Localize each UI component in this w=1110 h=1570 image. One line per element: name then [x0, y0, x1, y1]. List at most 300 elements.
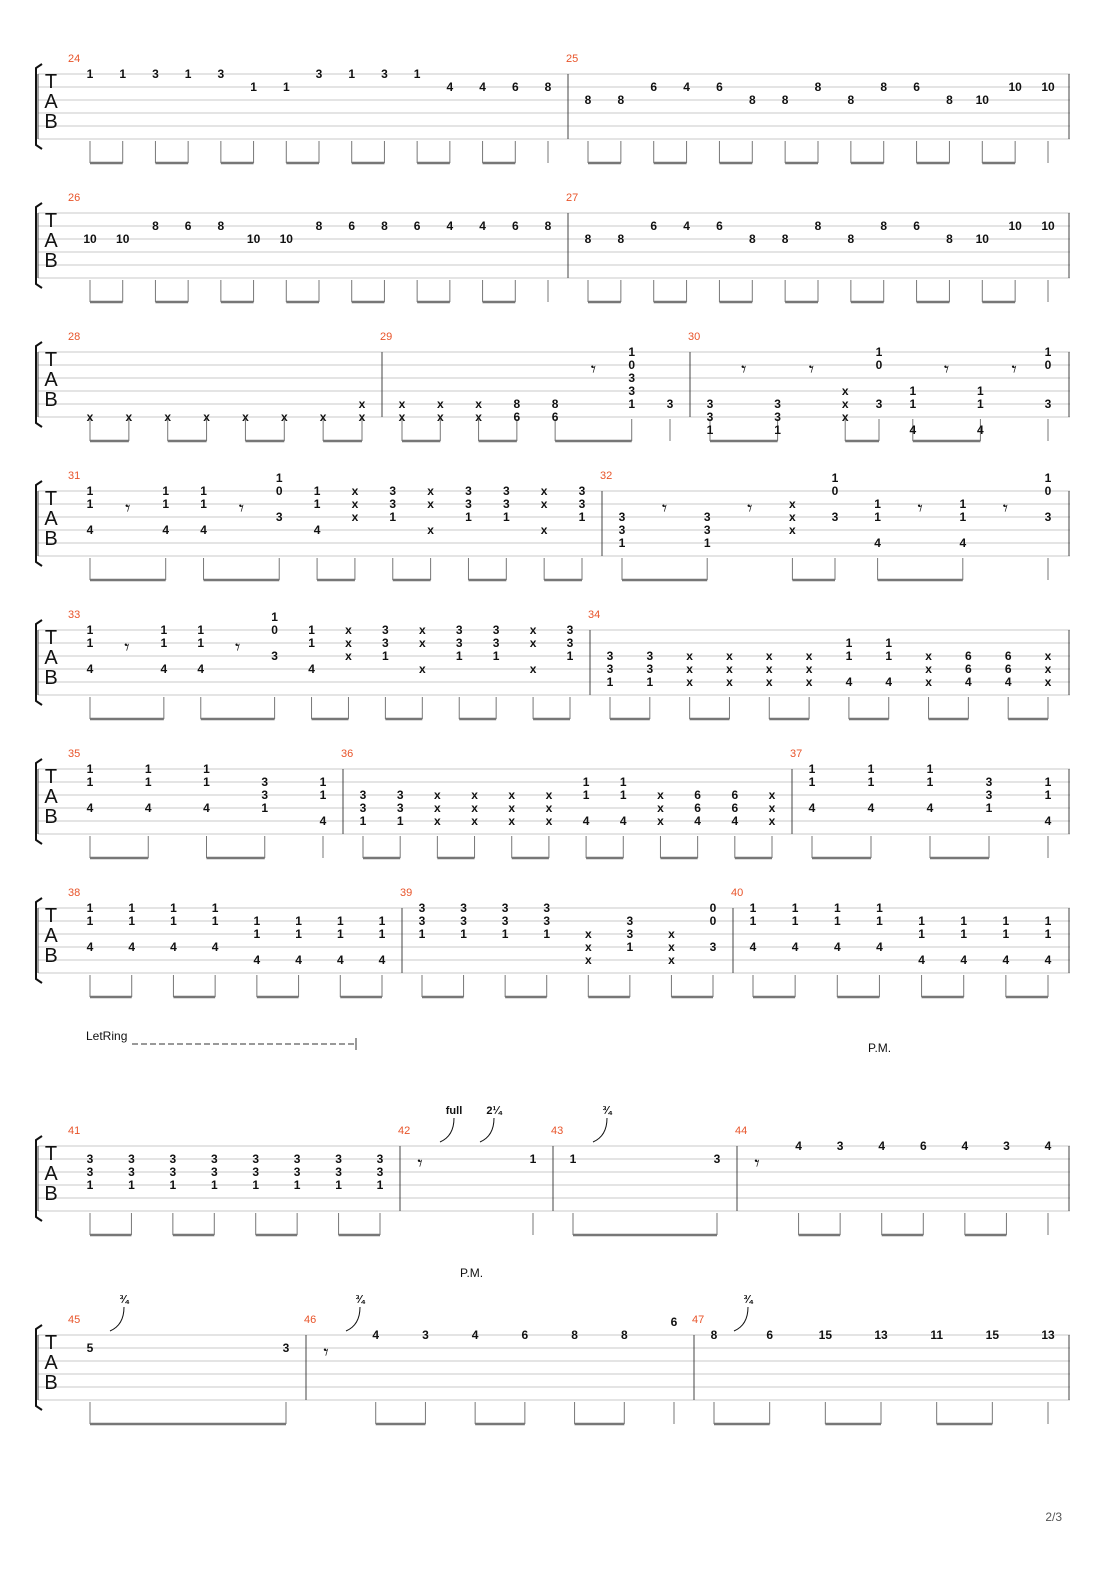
- measure-number: 38: [68, 887, 81, 899]
- fret-number: 1: [582, 788, 590, 802]
- fret-number: 3: [315, 67, 323, 81]
- tab-clef-letter: A: [44, 508, 58, 530]
- dead-note: x: [280, 410, 288, 424]
- fret-number: 1: [378, 927, 386, 941]
- dead-note: x: [668, 927, 675, 941]
- fret-number: 15: [818, 1328, 833, 1342]
- fret-number: 1: [606, 675, 614, 689]
- fret-number: 0: [1044, 484, 1052, 498]
- fret-number: 4: [619, 814, 627, 828]
- dead-note: x: [436, 397, 444, 411]
- fret-number: 8: [748, 232, 756, 246]
- tab-clef-letter: B: [44, 250, 58, 272]
- fret-number: 4: [878, 1139, 886, 1153]
- rest-symbol: 𝄾: [754, 1151, 760, 1175]
- fret-number: 1: [376, 1178, 384, 1192]
- fret-number: 6: [913, 219, 920, 233]
- fret-number: 1: [502, 510, 510, 524]
- fret-number: 1: [200, 497, 207, 511]
- fret-number: 6: [965, 649, 972, 663]
- fret-number: 4: [582, 814, 590, 828]
- dead-note: x: [471, 801, 478, 815]
- fret-number: 1: [875, 345, 883, 359]
- system-bracket: [36, 203, 42, 288]
- fret-number: 1: [86, 901, 94, 915]
- fret-number: 8: [847, 93, 855, 107]
- fret-number: 1: [86, 914, 94, 928]
- dead-note: x: [657, 788, 664, 802]
- fret-number: 8: [814, 219, 822, 233]
- fret-number: 1: [885, 636, 893, 650]
- fret-number: 1: [1044, 775, 1052, 789]
- fret-number: 10: [116, 232, 130, 246]
- fret-number: 4: [683, 80, 690, 94]
- fret-number: 1: [460, 927, 467, 941]
- fret-number: 3: [261, 788, 269, 802]
- fret-number: 10: [975, 93, 989, 107]
- fret-number: 1: [833, 901, 841, 915]
- fret-number: 1: [211, 901, 219, 915]
- fret-number: 8: [152, 219, 159, 233]
- dead-note: x: [351, 510, 359, 524]
- fret-number: 6: [694, 801, 701, 815]
- fret-number: 4: [446, 219, 454, 233]
- fret-number: 1: [252, 1178, 260, 1192]
- tab-system: [36, 481, 1070, 580]
- fret-number: 1: [618, 536, 626, 550]
- fret-number: 4: [479, 80, 486, 94]
- fret-number: 4: [372, 1328, 380, 1342]
- fret-number: 3: [501, 901, 509, 915]
- dead-note: x: [925, 675, 932, 689]
- tab-clef-letter: A: [44, 925, 58, 947]
- tab-clef-letter: T: [44, 905, 58, 927]
- bend-amount: ¾: [119, 1294, 129, 1306]
- fret-number: 8: [544, 80, 552, 94]
- fret-number: 1: [808, 775, 816, 789]
- dead-note: x: [540, 484, 548, 498]
- fret-number: 4: [211, 940, 219, 954]
- fret-number: 1: [335, 1178, 342, 1192]
- fret-number: 1: [1044, 471, 1052, 485]
- fret-number: 3: [293, 1165, 301, 1179]
- fret-number: 3: [836, 1139, 844, 1153]
- system-bracket: [36, 1325, 42, 1410]
- dead-note: x: [789, 510, 796, 524]
- measure-number: 24: [68, 53, 81, 65]
- fret-number: 3: [422, 1328, 429, 1342]
- fret-number: 4: [876, 940, 883, 954]
- fret-number: 1: [909, 384, 917, 398]
- dead-note: x: [529, 662, 537, 676]
- fret-number: 4: [845, 675, 853, 689]
- measure-number: 34: [588, 609, 601, 621]
- fret-number: 6: [184, 219, 192, 233]
- fret-number: 1: [144, 762, 152, 776]
- fret-number: 1: [874, 510, 881, 524]
- rest-symbol: 𝄾: [124, 635, 130, 659]
- bend-arrow: [440, 1118, 454, 1142]
- fret-number: 1: [926, 775, 934, 789]
- tab-clef-letter: A: [44, 1163, 58, 1185]
- fret-number: 4: [731, 814, 739, 828]
- bend-arrow: [734, 1307, 748, 1331]
- dead-note: x: [768, 814, 776, 828]
- fret-number: 1: [706, 423, 714, 437]
- fret-number: 1: [959, 497, 967, 511]
- measure-number: 35: [68, 748, 81, 760]
- fret-number: 3: [606, 649, 614, 663]
- dead-note: x: [529, 636, 537, 650]
- dead-note: x: [1044, 662, 1052, 676]
- fret-number: 4: [749, 940, 757, 954]
- fret-number: 3: [578, 484, 586, 498]
- fret-number: 1: [203, 775, 210, 789]
- tab-clef-letter: B: [44, 806, 58, 828]
- fret-number: 6: [521, 1328, 529, 1342]
- fret-number: 1: [210, 1178, 218, 1192]
- fret-number: 1: [86, 67, 94, 81]
- fret-number: 1: [197, 623, 205, 637]
- dead-note: x: [686, 662, 693, 676]
- palm-mute-label: P.M.: [868, 1041, 892, 1055]
- fret-number: 3: [376, 1165, 384, 1179]
- rest-symbol: 𝄾: [590, 357, 597, 381]
- fret-number: 3: [455, 623, 463, 637]
- fret-number: 3: [502, 497, 510, 511]
- fret-number: 10: [1041, 219, 1055, 233]
- measure-number: 30: [688, 331, 701, 343]
- fret-number: 1: [359, 814, 367, 828]
- dead-note: x: [584, 953, 592, 967]
- fret-number: 6: [716, 80, 723, 94]
- fret-number: 4: [162, 523, 170, 537]
- fret-number: 1: [867, 775, 875, 789]
- fret-number: 4: [446, 80, 454, 94]
- fret-number: 4: [170, 940, 177, 954]
- fret-number: 1: [918, 927, 925, 941]
- fret-number: 1: [253, 914, 261, 928]
- fret-number: 3: [543, 901, 551, 915]
- fret-number: 8: [315, 219, 323, 233]
- fret-number: 1: [170, 914, 177, 928]
- fret-number: 4: [959, 536, 967, 550]
- fret-number: 3: [389, 497, 397, 511]
- dead-note: x: [351, 484, 359, 498]
- dead-note: x: [925, 649, 932, 663]
- fret-number: 3: [566, 623, 574, 637]
- fret-number: 4: [86, 662, 94, 676]
- dead-note: x: [86, 410, 94, 424]
- dead-note: x: [768, 801, 776, 815]
- fret-number: 3: [543, 914, 551, 928]
- fret-number: 3: [706, 410, 714, 424]
- dead-note: x: [805, 649, 813, 663]
- dead-note: x: [1044, 675, 1052, 689]
- dead-note: x: [418, 636, 426, 650]
- dead-note: x: [398, 397, 406, 411]
- fret-number: 1: [578, 510, 586, 524]
- fret-number: 4: [378, 953, 386, 967]
- fret-number: 6: [731, 788, 739, 802]
- fret-number: 3: [382, 636, 389, 650]
- dead-note: x: [434, 801, 441, 815]
- dead-note: x: [805, 662, 813, 676]
- fret-number: 3: [465, 484, 472, 498]
- fret-number: 8: [551, 397, 559, 411]
- measure-number: 31: [68, 470, 81, 482]
- fret-number: 1: [128, 914, 136, 928]
- fret-number: 3: [628, 384, 636, 398]
- fret-number: 1: [200, 484, 207, 498]
- fret-number: 4: [471, 1328, 479, 1342]
- fret-number: 0: [709, 901, 717, 915]
- fret-number: 3: [460, 901, 467, 915]
- fret-number: 3: [831, 510, 839, 524]
- fret-number: 4: [833, 940, 841, 954]
- fret-number: 1: [336, 914, 344, 928]
- dead-note: x: [427, 484, 434, 498]
- fret-number: 4: [961, 1139, 969, 1153]
- fret-number: 4: [1044, 953, 1052, 967]
- system-bracket: [36, 1136, 42, 1221]
- fret-number: 1: [1002, 927, 1010, 941]
- fret-number: 1: [348, 67, 356, 81]
- system-bracket: [36, 481, 42, 566]
- fret-number: 1: [295, 927, 302, 941]
- measure-number: 40: [731, 887, 744, 899]
- fret-number: 3: [875, 397, 883, 411]
- dead-note: x: [545, 788, 553, 802]
- fret-number: 0: [875, 358, 883, 372]
- dead-note: x: [726, 649, 733, 663]
- measure-number: 43: [551, 1125, 564, 1137]
- fret-number: 1: [628, 397, 636, 411]
- fret-number: 8: [544, 219, 552, 233]
- fret-number: 0: [275, 484, 283, 498]
- fret-number: 1: [170, 901, 177, 915]
- fret-number: 4: [86, 940, 94, 954]
- fret-number: 4: [308, 662, 315, 676]
- tab-clef-letter: T: [44, 766, 58, 788]
- tab-clef-letter: T: [44, 488, 58, 510]
- dead-note: x: [164, 410, 172, 424]
- measure-number: 27: [566, 192, 579, 204]
- fret-number: 3: [713, 1152, 721, 1166]
- rest-symbol: 𝄾: [808, 357, 815, 381]
- fret-number: 3: [252, 1165, 260, 1179]
- fret-number: 3: [396, 801, 404, 815]
- fret-number: 3: [418, 914, 426, 928]
- fret-number: 4: [479, 219, 486, 233]
- fret-number: 4: [295, 953, 302, 967]
- fret-number: 3: [666, 397, 674, 411]
- fret-number: 4: [795, 1139, 802, 1153]
- fret-number: 1: [211, 914, 219, 928]
- fret-number: 3: [271, 649, 278, 663]
- tab-clef-letter: A: [44, 230, 58, 252]
- dead-note: x: [925, 662, 932, 676]
- fret-number: 1: [876, 901, 883, 915]
- fret-number: 3: [618, 523, 626, 537]
- tab-clef-letter: A: [44, 369, 58, 391]
- fret-number: 1: [566, 649, 574, 663]
- fret-number: 6: [716, 219, 723, 233]
- fret-number: 4: [1002, 953, 1010, 967]
- dead-note: x: [726, 675, 733, 689]
- dead-note: x: [657, 814, 664, 828]
- dead-note: x: [657, 801, 664, 815]
- fret-number: 6: [511, 219, 519, 233]
- fret-number: 1: [985, 801, 993, 815]
- fret-number: 0: [709, 914, 717, 928]
- dead-note: x: [345, 636, 352, 650]
- tab-system: [36, 898, 1070, 997]
- dead-note: x: [508, 814, 516, 828]
- fret-number: 1: [791, 914, 799, 928]
- dead-note: x: [841, 384, 849, 398]
- bend-amount: full: [445, 1105, 463, 1117]
- fret-number: 1: [271, 610, 278, 624]
- fret-number: 3: [86, 1165, 94, 1179]
- fret-number: 3: [169, 1152, 177, 1166]
- dead-note: x: [475, 410, 482, 424]
- fret-number: 8: [617, 232, 625, 246]
- rest-symbol: 𝄾: [235, 635, 241, 659]
- fret-number: 1: [261, 801, 269, 815]
- fret-number: 10: [1008, 80, 1022, 94]
- fret-number: 1: [308, 623, 315, 637]
- dead-note: x: [1044, 649, 1052, 663]
- fret-number: 4: [694, 814, 701, 828]
- fret-number: 8: [584, 93, 592, 107]
- dead-note: x: [436, 410, 444, 424]
- fret-number: 3: [626, 927, 634, 941]
- dead-note: x: [475, 397, 482, 411]
- fret-number: 10: [279, 232, 293, 246]
- fret-number: 1: [162, 497, 170, 511]
- fret-number: 4: [319, 814, 327, 828]
- fret-number: 3: [703, 510, 711, 524]
- fret-number: 6: [513, 410, 521, 424]
- fret-number: 8: [617, 93, 625, 107]
- fret-number: 1: [1002, 914, 1010, 928]
- fret-number: 3: [418, 901, 426, 915]
- bend-arrow: [346, 1307, 360, 1331]
- fret-number: 1: [646, 675, 654, 689]
- fret-number: 6: [1004, 649, 1012, 663]
- fret-number: 1: [455, 649, 463, 663]
- fret-number: 1: [119, 67, 127, 81]
- measure-number: 42: [398, 1125, 411, 1137]
- dead-note: x: [545, 801, 553, 815]
- fret-number: 4: [86, 523, 94, 537]
- measure-number: 32: [600, 470, 613, 482]
- system-bracket: [36, 759, 42, 844]
- fret-number: 1: [569, 1152, 577, 1166]
- fret-number: 6: [650, 219, 658, 233]
- fret-number: 3: [376, 1152, 384, 1166]
- fret-number: 1: [162, 484, 170, 498]
- tab-clef-letter: A: [44, 647, 58, 669]
- dead-note: x: [686, 649, 693, 663]
- fret-number: 4: [336, 953, 344, 967]
- dead-note: x: [686, 675, 693, 689]
- fret-number: 3: [389, 484, 397, 498]
- fret-number: 3: [460, 914, 467, 928]
- fret-number: 1: [144, 775, 152, 789]
- rest-symbol: 𝄾: [125, 496, 131, 520]
- system-bracket: [36, 342, 42, 427]
- fret-number: 3: [293, 1152, 301, 1166]
- dead-note: x: [529, 623, 537, 637]
- fret-number: 3: [335, 1152, 342, 1166]
- dead-note: x: [351, 497, 359, 511]
- fret-number: 1: [382, 649, 389, 663]
- dead-note: x: [434, 814, 441, 828]
- fret-number: 1: [86, 484, 94, 498]
- fret-number: 0: [271, 623, 278, 637]
- fret-number: 1: [529, 1152, 537, 1166]
- dead-note: x: [584, 940, 592, 954]
- fret-number: 8: [781, 93, 789, 107]
- fret-number: 4: [200, 523, 207, 537]
- fret-number: 10: [1041, 80, 1055, 94]
- fret-number: 1: [926, 762, 934, 776]
- tab-clef-letter: T: [44, 210, 58, 232]
- rest-symbol: 𝄾: [1002, 496, 1009, 520]
- tab-clef-letter: A: [44, 91, 58, 113]
- fret-number: 1: [86, 775, 94, 789]
- fret-number: 3: [1003, 1139, 1010, 1153]
- fret-number: 1: [749, 914, 757, 928]
- fret-number: 1: [619, 788, 627, 802]
- fret-number: 1: [275, 471, 283, 485]
- fret-number: 1: [619, 775, 627, 789]
- fret-number: 3: [335, 1165, 342, 1179]
- fret-number: 4: [791, 940, 799, 954]
- fret-number: 15: [985, 1328, 1000, 1342]
- fret-number: 1: [959, 510, 967, 524]
- fret-number: 8: [620, 1328, 628, 1342]
- tab-clef-letter: T: [44, 1143, 58, 1165]
- fret-number: 3: [628, 371, 636, 385]
- measure-number: 36: [341, 748, 354, 760]
- fret-number: 1: [845, 649, 853, 663]
- fret-number: 1: [867, 762, 875, 776]
- fret-number: 3: [210, 1165, 218, 1179]
- rest-symbol: 𝄾: [238, 496, 245, 520]
- fret-number: 3: [210, 1152, 218, 1166]
- fret-number: 1: [86, 1178, 94, 1192]
- dead-note: x: [540, 523, 548, 537]
- dead-note: x: [427, 497, 434, 511]
- dead-note: x: [508, 788, 516, 802]
- bend-amount: 2¼: [486, 1105, 502, 1117]
- fret-number: 3: [618, 510, 626, 524]
- measure-number: 39: [400, 887, 413, 899]
- fret-number: 1: [160, 623, 168, 637]
- fret-number: 1: [833, 914, 841, 928]
- fret-number: 4: [965, 675, 972, 689]
- bend-amount: ¾: [355, 1294, 365, 1306]
- let-ring-label: LetRing: [86, 1029, 128, 1043]
- fret-number: 1: [885, 649, 893, 663]
- rest-symbol: 𝄾: [661, 496, 668, 520]
- tab-clef-letter: A: [44, 1352, 58, 1374]
- dead-note: x: [765, 662, 773, 676]
- tab-system: [36, 759, 1070, 858]
